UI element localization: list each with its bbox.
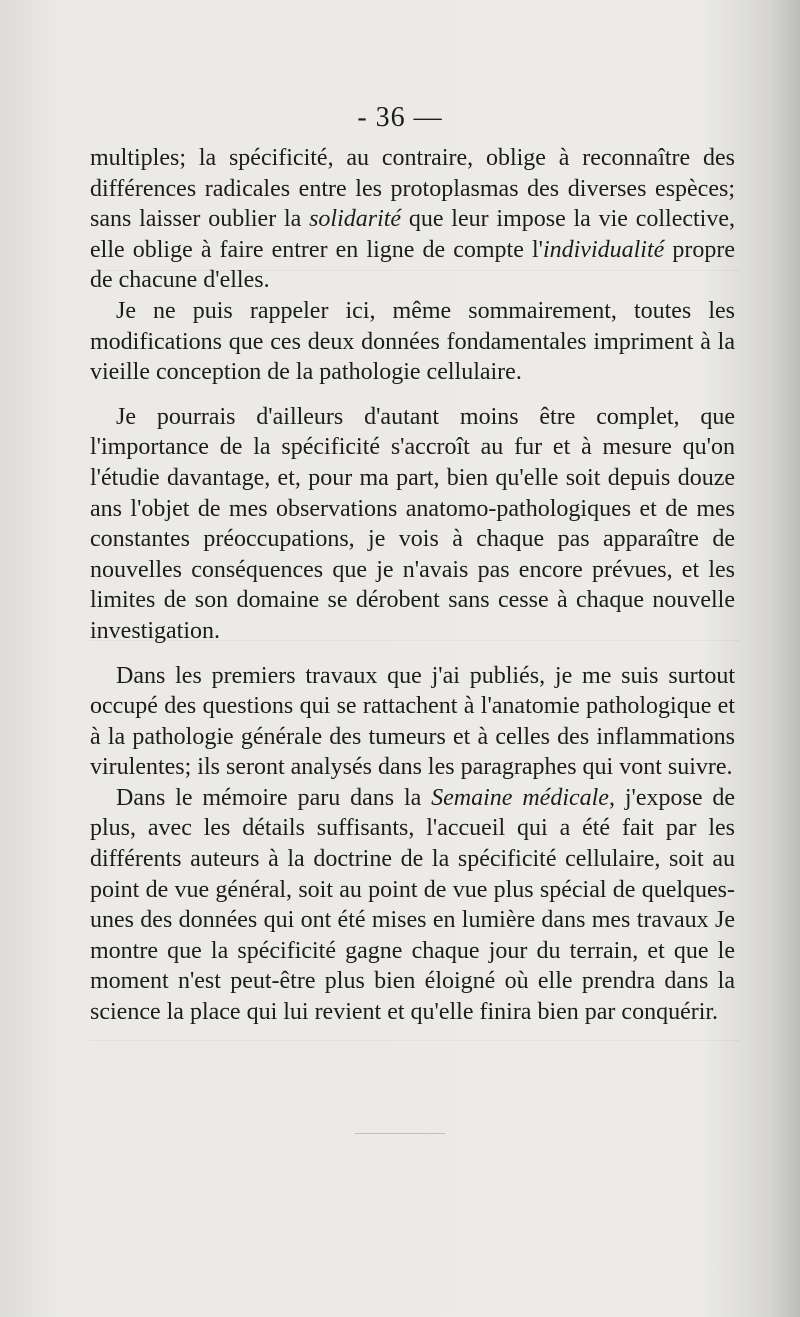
paragraph-1-part-3: propre de chacune d'elles. bbox=[90, 236, 735, 294]
separator-rule bbox=[355, 1133, 445, 1134]
paragraph-5-part-2: j'expose de plus, avec les détails suffisants, l'accueil qui a été fait par les différents auteurs à la doctrine de la spécificité cellulaire, soit au point de vue général, soit au point de vue plus spécial de quelques-unes des données qui ont été mises en lumière dans mes travaux Je montre que la spécificité gagne chaque jour du terrain, et que le moment n'est peut-être plus bien éloigné où elle prendra dans la science la place qui lui revient et qu'elle finira bien par conquérir. bbox=[90, 784, 736, 1026]
paragraph-1-part-2: que leur impose la vie collective, elle oblige à faire entrer en ligne de compte l' bbox=[90, 206, 735, 263]
paragraph-5 bbox=[90, 783, 735, 1028]
paragraph-1-italic-solidarite: solidarité bbox=[309, 206, 402, 233]
paragraph-4: Dans les premiers travaux que j'ai publiés, je me suis surtout occupé des questions qui se rattachent à l'anatomie pathologique et à la pathologie générale des tumeurs et à celles des inflammations virulentes; ils seront analysés dans les paragraphes qui vont suivre. bbox=[90, 662, 735, 781]
paragraph-1-italic-individualite: individualité bbox=[542, 236, 665, 263]
page-number: - 36 — bbox=[357, 102, 443, 133]
paragraph-3: Je pourrais d'ailleurs d'autant moins être complet, que l'importance de la spécificité s'accroît au fur et à mesure qu'on l'étudie davantage, et, pour ma part, bien qu'elle soit depuis douze ans l'objet de mes observations anatomo-pathologiques et de mes constantes préoccupations, je vois à chaque pas apparaître de nouvelles conséquences que je n'avais pas encore prévues, et les limites de son domaine se dérobent sans cesse à chaque nouvelle investigation. bbox=[90, 403, 735, 644]
paragraph-5-part-1: Dans le mémoire paru dans la bbox=[116, 784, 432, 811]
paragraph-1 bbox=[90, 143, 735, 296]
bleed-through-line bbox=[90, 1040, 740, 1041]
paragraph-5-italic-semaine-medicale: Semaine médicale, bbox=[431, 784, 615, 811]
paragraph-1-part-1: multiples; la spécificité, au contraire, oblige à reconnaître des différences radicales entre les protoplasmas des diverses espèces; sans laisser oublier la bbox=[90, 145, 735, 233]
body-text bbox=[90, 143, 735, 1028]
paragraph-2: Je ne puis rappeler ici, même sommairement, toutes les modifications que ces deux données fondamentales impriment à la vieille conception de la pathologie cellulaire. bbox=[90, 297, 735, 386]
